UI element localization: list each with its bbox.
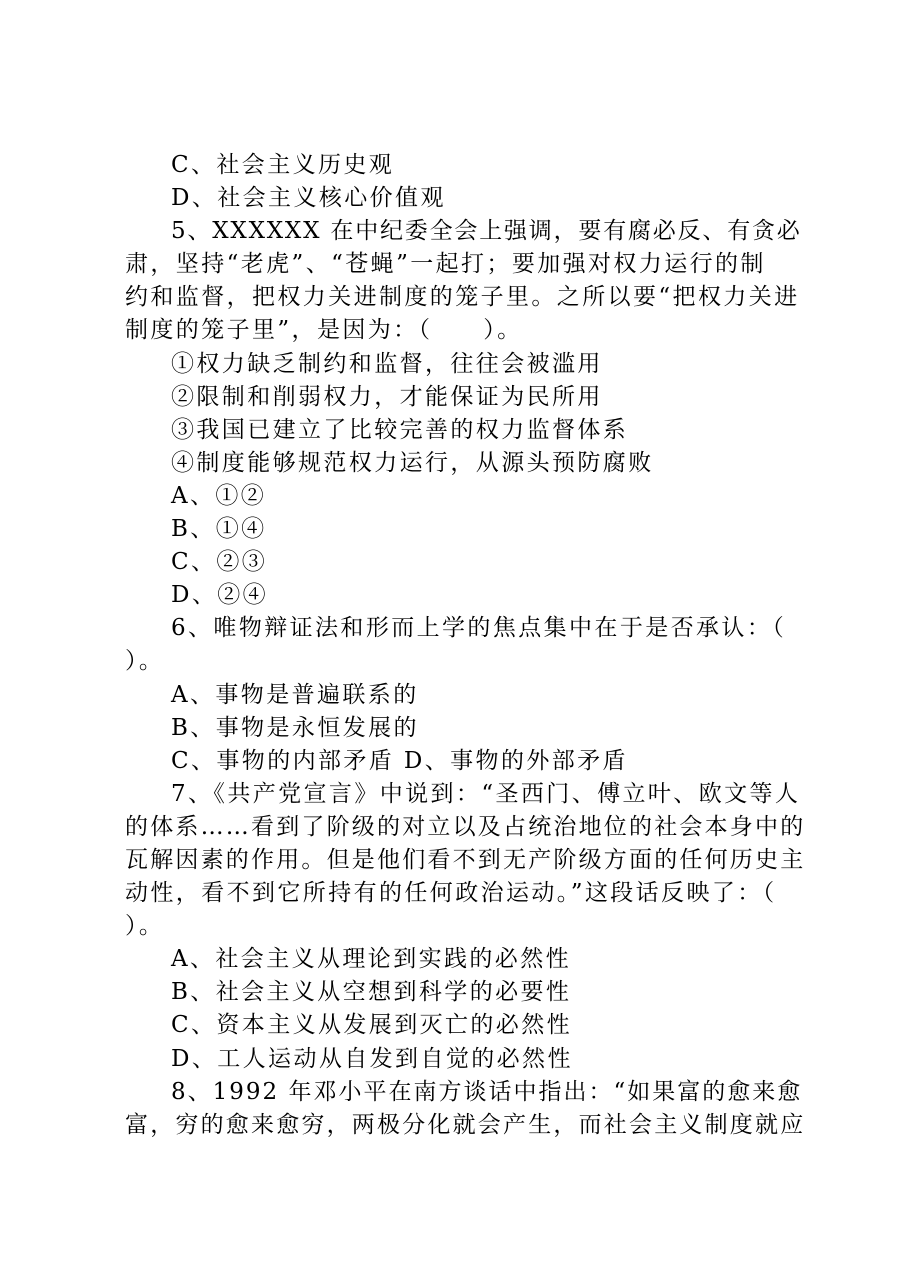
document-body bbox=[125, 149, 805, 1142]
option-q6-b: B、事物是永恒发展的 bbox=[171, 714, 419, 741]
question-5 bbox=[125, 215, 805, 347]
question-8 bbox=[125, 1076, 805, 1142]
option-q4-c: C、社会主义历史观 bbox=[171, 152, 395, 178]
statement-2: ②限制和削弱权力，才能保证为民所用 bbox=[171, 383, 603, 410]
option-q5-d: D、②④ bbox=[171, 582, 269, 609]
option-q4-d: D、社会主义核心价值观 bbox=[171, 185, 446, 212]
question-6-line-2: ）。 bbox=[125, 648, 165, 675]
question-8-line-1: 8、1992 年邓小平在南方谈话中指出：“如果富的愈来愈 bbox=[171, 1078, 803, 1105]
question-7-line-5: ）。 bbox=[125, 913, 165, 940]
question-6-line-1: 6、唯物辩证法和形而上学的焦点集中在于是否承认：（ bbox=[171, 615, 787, 642]
option-q5-a: A、①② bbox=[171, 482, 267, 509]
question-7-line-4: 动性，看不到它所持有的任何政治运动。”这段话反映了：（ bbox=[125, 880, 777, 907]
question-7-line-1: 7、《共产党宣言》中说到：“圣西门、傅立叶、欧文等人 bbox=[171, 780, 801, 807]
option-q7-c: C、资本主义从发展到灭亡的必然性 bbox=[171, 1012, 572, 1039]
option-q5-c: C、②③ bbox=[171, 549, 268, 576]
option-q5-b: B、①④ bbox=[171, 516, 267, 543]
question-8-line-2: 富，穷的愈来愈穷，两极分化就会产生，而社会主义制度就应 bbox=[125, 1111, 806, 1138]
statement-4: ④制度能够规范权力运行，从源头预防腐败 bbox=[171, 449, 654, 476]
option-q6-a: A、事物是普遍联系的 bbox=[171, 681, 419, 708]
question-5-line-4: 制度的笼子里”，是因为：（ ）。 bbox=[125, 317, 523, 344]
option-q7-d: D、工人运动从自发到自觉的必然性 bbox=[171, 1045, 573, 1072]
question-7-line-3: 瓦解因素的作用。但是他们看不到无产阶级方面的任何历史主 bbox=[125, 846, 806, 873]
question-5-line-3: 约和监督，把权力关进制度的笼子里。之所以要“把权力关进 bbox=[125, 284, 800, 311]
statement-1: ①权力缺乏制约和监督，往往会被滥用 bbox=[171, 350, 603, 377]
option-q6-cd: C、事物的内部矛盾 D、事物的外部矛盾 bbox=[171, 747, 628, 774]
question-7 bbox=[125, 778, 805, 943]
option-q7-a: A、社会主义从理论到实践的必然性 bbox=[171, 946, 572, 973]
question-5-line-2: 肃，坚持“老虎”、“苍蝇”一起打；要加强对权力运行的制 bbox=[125, 251, 766, 278]
question-6 bbox=[125, 612, 805, 678]
option-q7-b: B、社会主义从空想到科学的必要性 bbox=[171, 979, 572, 1006]
question-7-line-2: 的体系……看到了阶级的对立以及占统治地位的社会本身中的 bbox=[125, 813, 806, 840]
question-5-line-1: 5、XXXXXX 在中纪委全会上强调，要有腐必反、有贪必 bbox=[171, 218, 802, 245]
statement-3: ③我国已建立了比较完善的权力监督体系 bbox=[171, 416, 629, 443]
